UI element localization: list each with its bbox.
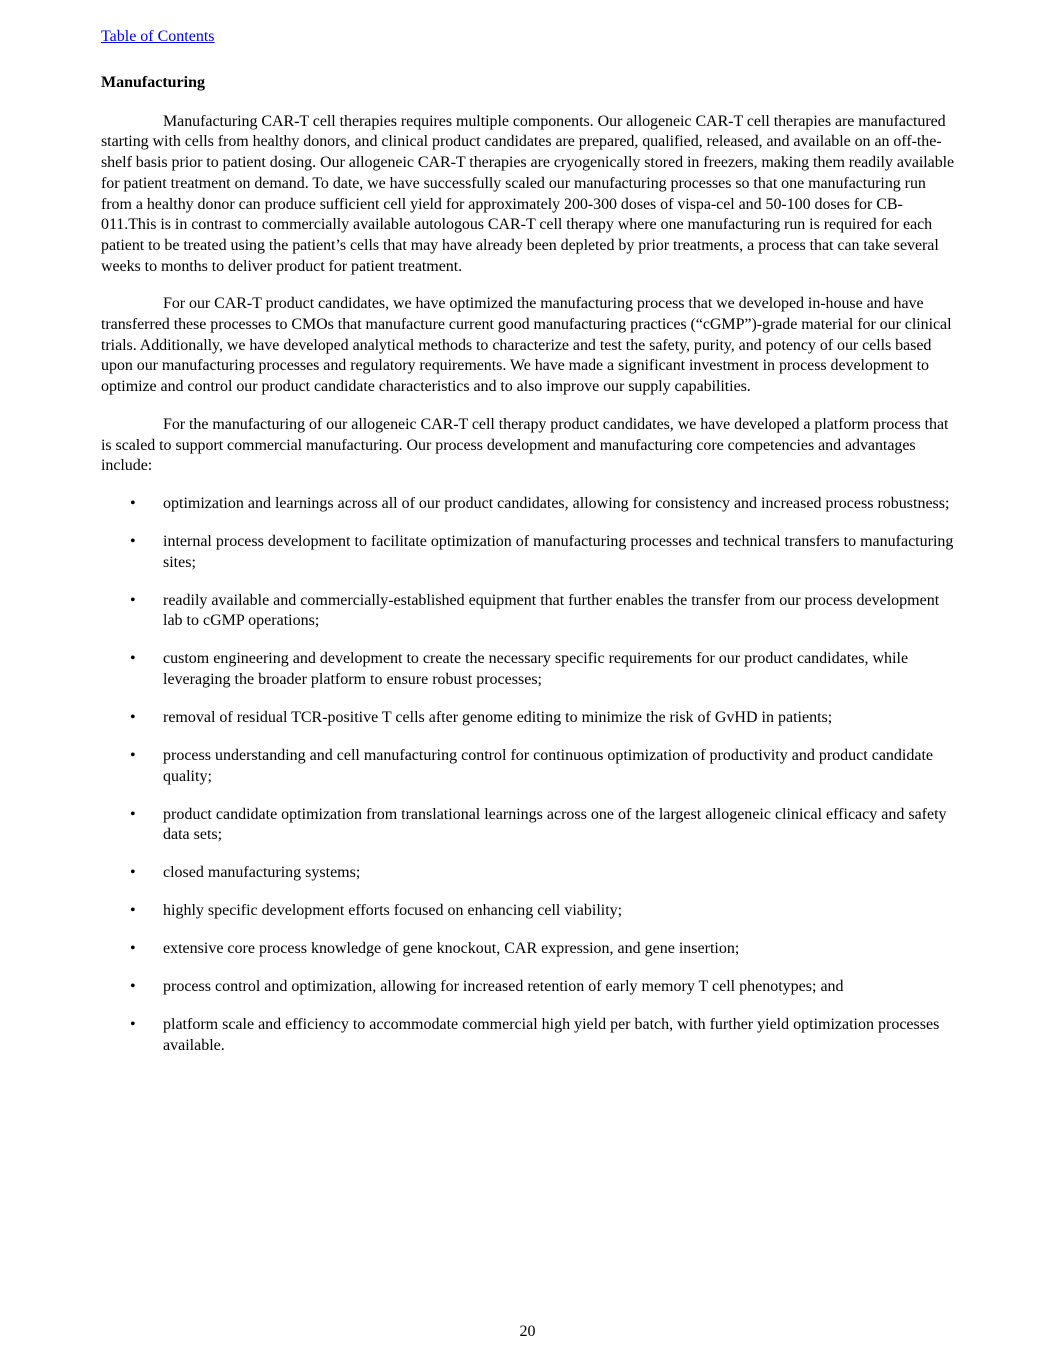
- list-item-text: process understanding and cell manufacturing control for continuous optimization of productivity and product candidate quality;: [163, 747, 934, 785]
- list-item: [101, 939, 956, 960]
- paragraph-manufacturing-overview: Manufacturing CAR-T cell therapies requires multiple components. Our allogeneic CAR-T cell therapies are manufactured starting with cells from healthy donors, and clinical product candidates are prepared, qualified, released, and available on an off-the-shelf basis prior to patient dosing. Our allogeneic CAR-T therapies are cryogenically stored in freezers, making them readily available for patient treatment on demand. To date, we have successfully scaled our manufacturing processes so that one manufacturing run from a healthy donor can produce sufficient cell yield for approximately 200-300 doses of vispa-cel and 50-100 doses for CB-011.This is in contrast to commercially available autologous CAR-T cell therapy where one manufacturing run is required for each patient to be treated using the patient’s cells that may have already been depleted by prior treatments, a process that can take several weeks to months to deliver product for patient treatment.: [101, 112, 955, 275]
- table-of-contents-link[interactable]: Table of Contents: [101, 28, 215, 45]
- bullet-icon: •: [130, 864, 136, 882]
- list-item: [101, 977, 956, 998]
- list-item: [101, 494, 956, 515]
- list-item: [101, 863, 956, 884]
- bullet-icon: •: [130, 650, 136, 668]
- bullet-icon: •: [130, 940, 136, 958]
- paragraph-process-optimization: For our CAR-T product candidates, we have optimized the manufacturing process that we developed in-house and have transferred these processes to CMOs that manufacture current good manufacturing practices (“cGMP”)-grade material for our clinical trials. Additionally, we have developed analytical methods to characterize and test the safety, purity, and potency of our cells based upon our manufacturing processes and regulatory requirements. We have made a significant investment in process development to optimize and control our product candidate characteristics and to also improve our supply capabilities.: [101, 295, 952, 396]
- list-item: [101, 708, 956, 729]
- list-item-text: extensive core process knowledge of gene knockout, CAR expression, and gene insertion;: [163, 940, 740, 958]
- bullet-icon: •: [130, 747, 136, 765]
- list-item: [101, 805, 956, 846]
- bullet-icon: •: [130, 532, 136, 550]
- document-page: [101, 27, 956, 1074]
- bullet-icon: •: [130, 978, 136, 996]
- list-item: [101, 649, 956, 690]
- list-item-text: removal of residual TCR-positive T cells after genome editing to minimize the risk of GvHD in patients;: [163, 709, 833, 727]
- list-item-text: readily available and commercially-established equipment that further enables the transfer from our process development lab to cGMP operations;: [163, 591, 940, 630]
- list-item: [101, 901, 956, 922]
- list-item-text: platform scale and efficiency to accommodate commercial high yield per batch, with further yield optimization processes available.: [163, 1016, 940, 1055]
- bullet-icon: •: [130, 591, 136, 609]
- list-item: [101, 746, 956, 787]
- bullet-icon: •: [130, 494, 136, 512]
- section-heading: Manufacturing: [101, 73, 205, 91]
- bullet-icon: •: [130, 709, 136, 727]
- list-item-text: optimization and learnings across all of our product candidates, allowing for consistency and increased process robustness;: [163, 494, 950, 512]
- list-item-text: closed manufacturing systems;: [163, 864, 361, 882]
- list-item: [101, 1015, 956, 1056]
- bullet-icon: •: [130, 1016, 136, 1034]
- list-item-text: process control and optimization, allowing for increased retention of early memory T cell phenotypes; and: [163, 978, 844, 996]
- list-item-text: internal process development to facilitate optimization of manufacturing processes and technical transfers to manufacturing sites;: [163, 532, 954, 571]
- bullet-icon: •: [130, 805, 136, 823]
- list-item-text: highly specific development efforts focused on enhancing cell viability;: [163, 902, 623, 920]
- competencies-list: [101, 494, 956, 1057]
- page-number: 20: [519, 1323, 536, 1340]
- list-item-text: custom engineering and development to create the necessary specific requirements for our product candidates, while leveraging the broader platform to ensure robust processes;: [163, 650, 909, 689]
- list-item: [101, 591, 956, 632]
- list-item-text: product candidate optimization from translational learnings across one of the largest allogeneic clinical efficacy and safety data sets;: [163, 805, 947, 844]
- bullet-icon: •: [130, 902, 136, 920]
- paragraph-platform-intro: For the manufacturing of our allogeneic CAR-T cell therapy product candidates, we have developed a platform process that is scaled to support commercial manufacturing. Our process development and manufacturing core competencies and advantages include:: [101, 415, 949, 475]
- list-item: [101, 532, 956, 573]
